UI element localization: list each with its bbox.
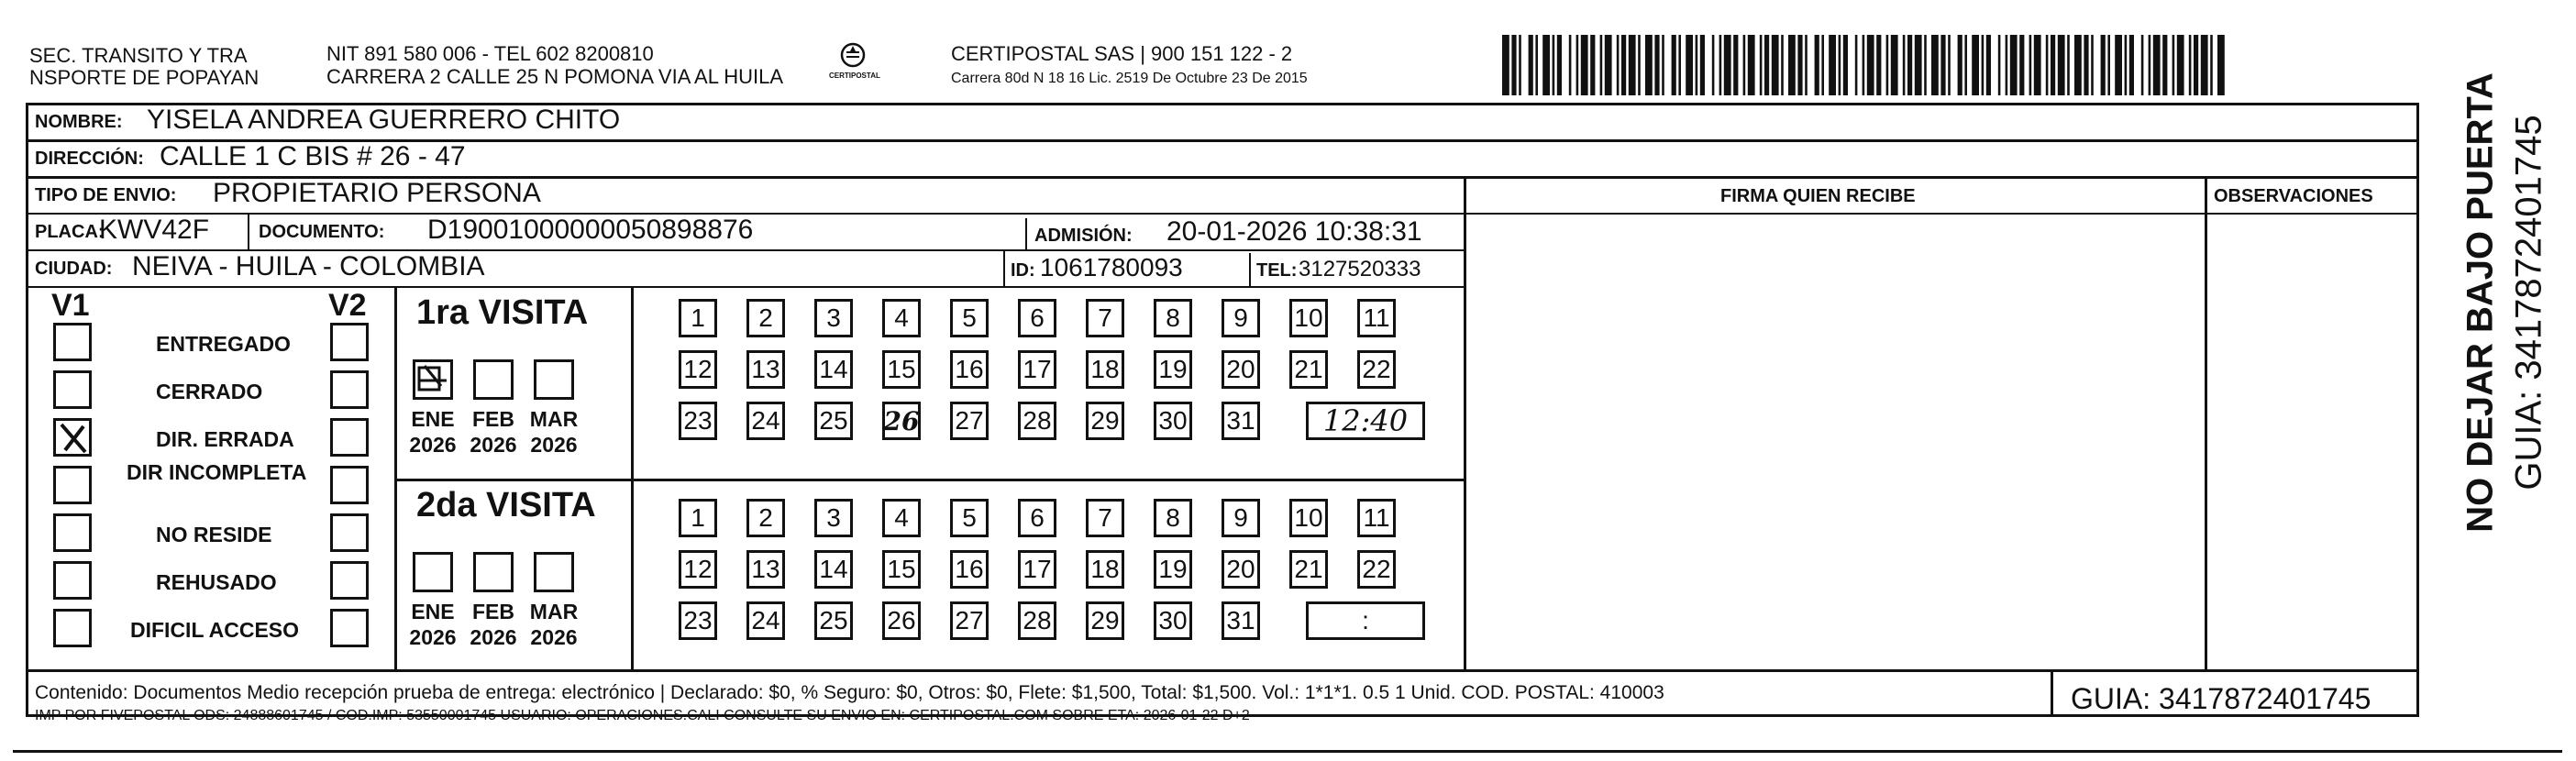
barcode-bar xyxy=(2177,35,2184,95)
first-visit-title: 1ra VISITA xyxy=(416,293,589,332)
second-visit-day-14[interactable]: 14 xyxy=(814,550,853,589)
second-visit-title: 2da VISITA xyxy=(416,486,596,524)
barcode-bar xyxy=(1724,35,1731,95)
second-visit-day-23[interactable]: 23 xyxy=(679,601,717,640)
barcode-bar xyxy=(1958,35,1962,95)
second-visit-day-18[interactable]: 18 xyxy=(1086,550,1124,589)
first-visit-day-9[interactable]: 9 xyxy=(1222,299,1260,337)
logo-text: CERTIPOSTAL xyxy=(829,72,880,80)
barcode-bar xyxy=(1788,35,1796,95)
visit-option-label: CERRADO xyxy=(156,380,263,403)
barcode-bar xyxy=(2006,35,2008,95)
barcode-bar xyxy=(1638,35,1641,95)
second-visit-day-31[interactable]: 31 xyxy=(1222,601,1260,640)
barcode-bar xyxy=(1519,35,1521,95)
sender-address: CARRERA 2 CALLE 25 N POMONA VIA AL HUILA xyxy=(326,65,784,88)
second-visit-day-9[interactable]: 9 xyxy=(1222,499,1260,537)
barcode-bar xyxy=(2172,35,2175,95)
city-label: CIUDAD: xyxy=(35,259,113,279)
second-visit-day-28[interactable]: 28 xyxy=(1018,601,1056,640)
barcode-bar xyxy=(1764,35,1769,95)
second-visit-day-1[interactable]: 1 xyxy=(679,499,717,537)
barcode-bar xyxy=(1553,35,1555,95)
barcode-bar xyxy=(2189,35,2192,95)
carrier-name: CERTIPOSTAL SAS | 900 151 122 - 2 xyxy=(951,42,1293,65)
second-visit-time-field[interactable]: : xyxy=(1306,601,1425,640)
contents-line: Contenido: Documentos Medio recepción prueba de entrega: electrónico | Declarado: $0, % Seguro: $0, Otros: $0, Flete: $1,500, Total: $1,500. Vol.: 1*1*1. 0.5 1 Unid. COD. POSTAL: 410003 xyxy=(35,682,1664,703)
barcode-bar xyxy=(2058,35,2065,95)
second-visit-year-label: 2026 xyxy=(470,625,517,649)
observations-area[interactable] xyxy=(2207,215,2416,669)
admission-label: ADMISIÓN: xyxy=(1034,226,1133,246)
barcode-bar xyxy=(1821,35,1824,95)
guide-box: GUIA: 3417872401745 xyxy=(2071,682,2371,715)
barcode-bar xyxy=(1986,35,1991,95)
plate-value: KWV42F xyxy=(99,215,210,245)
second-visit-month-checkbox-mar[interactable] xyxy=(534,552,574,592)
second-visit-day-22[interactable]: 22 xyxy=(1357,550,1396,589)
barcode-bar xyxy=(2210,35,2213,95)
document-value: D19001000000050898876 xyxy=(427,215,754,245)
visit-option-label: REHUSADO xyxy=(156,570,277,594)
barcode-bar xyxy=(1654,35,1659,95)
barcode-bar xyxy=(2149,35,2151,95)
first-visit-month-label: ENE xyxy=(411,407,455,431)
v1-label: V1 xyxy=(51,288,90,323)
barcode-bar xyxy=(2115,35,2122,95)
no-dejar-bajo-puerta: NO DEJAR BAJO PUERTA xyxy=(2460,72,2501,533)
barcode-bar xyxy=(2101,35,2106,95)
visit-option-label: DIR. ERRADA xyxy=(156,427,294,451)
barcode-bar xyxy=(1511,35,1516,95)
barcode-bar xyxy=(1907,35,1912,95)
barcode-bar xyxy=(1600,35,1603,95)
barcode-bar xyxy=(2010,35,2018,95)
second-visit-day-2[interactable]: 2 xyxy=(746,499,785,537)
first-visit-day-7[interactable]: 7 xyxy=(1086,299,1124,337)
barcode-bar xyxy=(1696,35,1698,95)
second-visit-day-26[interactable]: 26 xyxy=(882,601,921,640)
v1-checkbox-1[interactable] xyxy=(53,370,92,409)
barcode-bar xyxy=(2051,35,2055,95)
first-visit-day-31[interactable]: 31 xyxy=(1222,402,1260,440)
first-visit-day-29[interactable]: 29 xyxy=(1086,402,1124,440)
second-visit-day-7[interactable]: 7 xyxy=(1086,499,1124,537)
barcode-bar xyxy=(1948,35,1951,95)
barcode-bar xyxy=(2201,35,2208,95)
first-visit-day-23[interactable]: 23 xyxy=(679,402,717,440)
first-visit-day-12[interactable]: 12 xyxy=(679,350,717,389)
barcode-bar xyxy=(2074,35,2082,95)
second-visit-day-16[interactable]: 16 xyxy=(950,550,989,589)
barcode-bar xyxy=(1557,35,1562,95)
first-visit-day-16[interactable]: 16 xyxy=(950,350,989,389)
second-visit-day-10[interactable]: 10 xyxy=(1289,499,1328,537)
recipient-name: YISELA ANDREA GUERRERO CHITO xyxy=(147,105,621,135)
tel-label: TEL: xyxy=(1256,260,1298,281)
first-visit-day-11[interactable]: 11 xyxy=(1357,299,1396,337)
barcode-bar xyxy=(1964,35,1967,95)
barcode-bar xyxy=(2162,35,2167,95)
barcode-bar xyxy=(1502,35,1509,95)
v2-checkbox-3[interactable] xyxy=(330,466,369,504)
first-visit-day-3[interactable]: 3 xyxy=(814,299,853,337)
v2-checkbox-1[interactable] xyxy=(330,370,369,409)
first-visit-day-14[interactable]: 14 xyxy=(814,350,853,389)
second-visit-month-checkbox-ene[interactable] xyxy=(413,552,453,592)
first-visit-day-19[interactable]: 19 xyxy=(1154,350,1192,389)
visit-option-label: NO RESIDE xyxy=(156,523,272,546)
document-label: DOCUMENTO: xyxy=(259,222,385,242)
checkmark-icon xyxy=(56,421,91,456)
first-visit-month-checkbox-ene[interactable] xyxy=(413,359,453,400)
barcode-bar xyxy=(1542,35,1550,95)
visit-option-label: ENTREGADO xyxy=(156,332,291,356)
second-visit-month-checkbox-feb[interactable] xyxy=(473,552,514,592)
v2-label: V2 xyxy=(328,288,367,323)
first-visit-day-8[interactable]: 8 xyxy=(1154,299,1192,337)
barcode-bar xyxy=(1617,35,1620,95)
barcode-bar xyxy=(1855,35,1858,95)
barcode-bar xyxy=(1748,35,1755,95)
v1-checkbox-4[interactable] xyxy=(53,513,92,552)
second-visit-day-3[interactable]: 3 xyxy=(814,499,853,537)
barcode-bar xyxy=(1662,35,1664,95)
barcode-bar xyxy=(2194,35,2198,95)
first-visit-day-27[interactable]: 27 xyxy=(950,402,989,440)
v2-checkbox-5[interactable] xyxy=(330,561,369,600)
barcode-bar xyxy=(1712,35,1715,95)
second-visit-day-17[interactable]: 17 xyxy=(1018,550,1056,589)
first-visit-day-6[interactable]: 6 xyxy=(1018,299,1056,337)
visit-option-label: DIFICIL ACCESO xyxy=(130,618,300,642)
first-visit-day-28[interactable]: 28 xyxy=(1018,402,1056,440)
second-visit-day-13[interactable]: 13 xyxy=(746,550,785,589)
barcode-bar xyxy=(1605,35,1612,95)
first-visit-day-25[interactable]: 25 xyxy=(814,402,853,440)
signature-header: FIRMA QUIEN RECIBE xyxy=(1720,186,1916,206)
second-visit-month-label: FEB xyxy=(472,600,514,623)
name-label: NOMBRE: xyxy=(35,112,123,132)
barcode-bar xyxy=(1743,35,1746,95)
barcode-bar xyxy=(1645,35,1653,95)
barcode-bar xyxy=(1576,35,1579,95)
first-visit-month-checkbox-mar[interactable] xyxy=(534,359,574,400)
barcode-bar xyxy=(1903,35,1906,95)
barcode-bar xyxy=(1621,35,1626,95)
barcode-bar xyxy=(1940,35,1945,95)
second-visit-day-8[interactable]: 8 xyxy=(1154,499,1192,537)
barcode-bar xyxy=(2129,35,2134,95)
first-visit-day-13[interactable]: 13 xyxy=(746,350,785,389)
barcode-bar xyxy=(1891,35,1898,95)
carrier-license: Carrera 80d N 18 16 Lic. 2519 De Octubre 23 De 2015 xyxy=(951,71,1308,86)
barcode-bar xyxy=(1863,35,1865,95)
second-visit-day-20[interactable]: 20 xyxy=(1222,550,1260,589)
address-label: DIRECCIÓN: xyxy=(35,149,144,169)
barcode-bar xyxy=(2217,35,2225,95)
second-visit-day-15[interactable]: 15 xyxy=(882,550,921,589)
sender-name-line1: SEC. TRANSITO Y TRA xyxy=(29,44,248,67)
barcode-bar xyxy=(1924,35,1927,95)
first-visit-month-checkbox-feb[interactable] xyxy=(473,359,514,400)
barcode-bar xyxy=(1760,35,1763,95)
barcode-bar xyxy=(2029,35,2032,95)
v2-checkbox-4[interactable] xyxy=(330,513,369,552)
barcode-bar xyxy=(1998,35,2001,95)
first-visit-time-field[interactable]: 12:40 xyxy=(1306,402,1425,440)
second-visit-day-24[interactable]: 24 xyxy=(746,601,785,640)
barcode-bar xyxy=(1672,35,1676,95)
barcode-bar xyxy=(2091,35,2094,95)
shipping-type: PROPIETARIO PERSONA xyxy=(213,178,541,208)
second-visit-day-11[interactable]: 11 xyxy=(1357,499,1396,537)
barcode-bar xyxy=(1781,35,1784,95)
first-visit-day-26[interactable]: 26 xyxy=(882,402,921,440)
first-visit-day-5[interactable]: 5 xyxy=(950,299,989,337)
second-visit-day-6[interactable]: 6 xyxy=(1018,499,1056,537)
barcode-bar xyxy=(1733,35,1738,95)
first-visit-day-10[interactable]: 10 xyxy=(1289,299,1328,337)
barcode-bar xyxy=(2046,35,2049,95)
recipient-address: CALLE 1 C BIS # 26 - 47 xyxy=(160,141,466,171)
first-visit-month-label: FEB xyxy=(472,407,514,431)
barcode-bar xyxy=(2034,35,2041,95)
barcode-bar xyxy=(1686,35,1693,95)
side-guide-number: GUIA: 3417872401745 xyxy=(2508,115,2549,491)
second-visit-year-label: 2026 xyxy=(530,625,578,649)
second-visit-day-4[interactable]: 4 xyxy=(882,499,921,537)
second-visit-day-25[interactable]: 25 xyxy=(814,601,853,640)
shipping-type-label: TIPO DE ENVIO: xyxy=(35,185,177,205)
v2-checkbox-2[interactable] xyxy=(330,418,369,457)
barcode-bar xyxy=(1972,35,1979,95)
second-visit-day-12[interactable]: 12 xyxy=(679,550,717,589)
barcode-bar xyxy=(1867,35,1874,95)
second-visit-day-5[interactable]: 5 xyxy=(950,499,989,537)
barcode-bar xyxy=(1535,35,1538,95)
first-visit-year-label: 2026 xyxy=(409,433,457,457)
first-visit-year-label: 2026 xyxy=(530,433,578,457)
barcode-bar xyxy=(2107,35,2110,95)
barcode-bar xyxy=(2141,35,2144,95)
second-visit-day-21[interactable]: 21 xyxy=(1289,550,1328,589)
barcode-bar xyxy=(2125,35,2128,95)
barcode-bar xyxy=(1931,35,1939,95)
signature-area[interactable] xyxy=(1466,215,2205,669)
barcode-bar xyxy=(2084,35,2088,95)
v1-checkbox-6[interactable] xyxy=(53,609,92,647)
month-mark-icon xyxy=(415,362,452,399)
visit-option-label: DIR INCOMPLETA xyxy=(127,460,307,484)
barcode-bar xyxy=(1876,35,1881,95)
second-visit-month-label: MAR xyxy=(529,600,579,623)
barcode-bar xyxy=(1569,35,1572,95)
first-visit-day-2[interactable]: 2 xyxy=(746,299,785,337)
second-visit-day-27[interactable]: 27 xyxy=(950,601,989,640)
first-visit-month-label: MAR xyxy=(529,407,579,431)
first-visit-year-label: 2026 xyxy=(470,433,517,457)
barcode-bar xyxy=(1678,35,1681,95)
barcode-bar xyxy=(1829,35,1836,95)
certipostal-logo xyxy=(829,40,880,83)
barcode-bar xyxy=(1700,35,1705,95)
first-visit-day-22[interactable]: 22 xyxy=(1357,350,1396,389)
barcode-bar xyxy=(1805,35,1808,95)
barcode-bar xyxy=(1629,35,1636,95)
barcode-bar xyxy=(1815,35,1819,95)
v2-checkbox-0[interactable] xyxy=(330,323,369,361)
second-visit-month-label: ENE xyxy=(411,600,455,623)
barcode-bar xyxy=(1590,35,1595,95)
first-visit-day-21[interactable]: 21 xyxy=(1289,350,1328,389)
sender-nit: NIT 891 580 006 - TEL 602 8200810 xyxy=(326,42,654,65)
barcode-bar xyxy=(2019,35,2024,95)
admission-value: 20-01-2026 10:38:31 xyxy=(1166,216,1422,247)
sender-name-line2: NSPORTE DE POPAYAN xyxy=(29,66,260,89)
v2-checkbox-6[interactable] xyxy=(330,609,369,647)
city-value: NEIVA - HUILA - COLOMBIA xyxy=(132,251,485,281)
first-visit-day-24[interactable]: 24 xyxy=(746,402,785,440)
barcode-bar xyxy=(1529,35,1533,95)
second-visit-day-19[interactable]: 19 xyxy=(1154,550,1192,589)
v1-checkbox-0[interactable] xyxy=(53,323,92,361)
barcode-bar xyxy=(1581,35,1588,95)
first-visit-day-18[interactable]: 18 xyxy=(1086,350,1124,389)
second-visit-day-30[interactable]: 30 xyxy=(1154,601,1192,640)
id-label: ID: xyxy=(1011,260,1035,281)
first-visit-day-4[interactable]: 4 xyxy=(882,299,921,337)
first-visit-day-15[interactable]: 15 xyxy=(882,350,921,389)
first-visit-day-1[interactable]: 1 xyxy=(679,299,717,337)
barcode-bar xyxy=(2067,35,2070,95)
barcode-bar xyxy=(1797,35,1802,95)
barcode-bar xyxy=(1886,35,1889,95)
plate-label: PLACA: xyxy=(35,222,105,242)
second-visit-day-29[interactable]: 29 xyxy=(1086,601,1124,640)
v1-checkbox-3[interactable] xyxy=(53,466,92,504)
v1-checkbox-5[interactable] xyxy=(53,561,92,600)
observations-header: OBSERVACIONES xyxy=(2214,186,2373,206)
barcode-bar xyxy=(1839,35,1841,95)
barcode-bar xyxy=(1772,35,1779,95)
barcode-bar xyxy=(1982,35,1985,95)
barcode-bar xyxy=(2153,35,2161,95)
barcode-bar xyxy=(1915,35,1922,95)
second-visit-year-label: 2026 xyxy=(409,625,457,649)
barcode xyxy=(1502,35,2228,95)
first-visit-day-17[interactable]: 17 xyxy=(1018,350,1056,389)
barcode-bar xyxy=(1719,35,1722,95)
id-value: 1061780093 xyxy=(1040,253,1183,281)
v1-checkbox-2[interactable] xyxy=(53,418,92,457)
tel-value: 3127520333 xyxy=(1299,257,1421,281)
print-line: IMP POR FIVEPOSTAL ODS: 24888601745 / COD.IMP: 53550001745 USUARIO: OPERACIONES.CALI CONSULTE SU ENVIO EN: CERTIPOSTAL.COM SOBRE ETA: 2026-01-22 D+2 xyxy=(35,708,1250,723)
first-visit-day-20[interactable]: 20 xyxy=(1222,350,1260,389)
first-visit-day-30[interactable]: 30 xyxy=(1154,402,1192,440)
barcode-bar xyxy=(1843,35,1848,95)
